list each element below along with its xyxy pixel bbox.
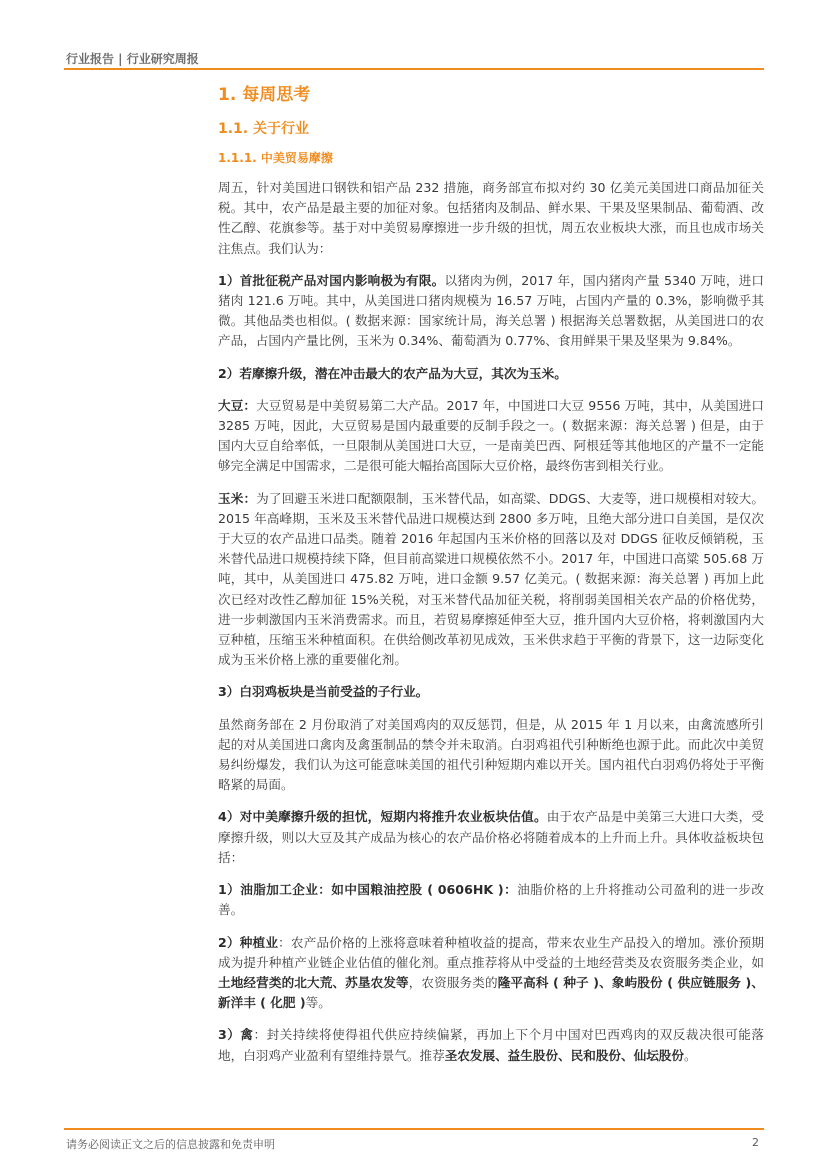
chicken-text: 虽然商务部在 2 月份取消了对美国鸡肉的双反惩罚，但是，从 2015 年 1 月以来，由禽流感所引起的对从美国进口禽肉及禽蛋制品的禁令并未取消。白羽鸡祖代引种断绝也源于此。而此次中美贸易纠纷爆发，我们认为这可能意味美国的祖代引种短期内难以开关。国内祖代白羽鸡仍将处于平衡略紧的局面。 <box>218 716 764 793</box>
header-divider <box>64 68 764 70</box>
planting-agri-service-companies: 隆平高科 ( 种子 )、象屿股份 ( 供应链服务 )、新洋丰 ( 化肥 ) <box>218 974 764 1011</box>
section-heading-2: 1.1. 关于行业 <box>218 121 309 137</box>
paragraph-oil-processing <box>218 880 764 920</box>
paragraph-poultry <box>218 1025 764 1065</box>
paragraph-planting <box>218 933 764 1014</box>
poultry-heading: 3）禽 <box>218 1027 254 1043</box>
oil-processing-text: 油脂价格的上升将推动公司盈利的进一步改善。 <box>218 882 765 918</box>
corn-text: 为了回避玉米进口配额限制，玉米替代品，如高粱、DDGS、大麦等，进口规模相对较大。2015 年高峰期，玉米及玉米替代品进口规模达到 2800 多万吨，且绝大部分进口自美国，是仅次于大豆的农产品进口品类。随着 2016 年起国内玉米价格的回落以及对 DDGS 征收反倾销税，玉米替代品进口规模持续下降，但目前高粱进口规模依然不小。2017 年，中国进口高粱 505.68 万吨，其中，从美国进口 475.82 万吨，进口金额 9.57 亿美元。( 数据来源：海关总署 ) 再加上此次已经对改性乙醇加征 15%关税，对玉米替代品加征关税，将削弱美国相关农产品的价格优势，进一步刺激国内玉米消费需求。而且，若贸易摩擦延伸至大豆，推升国内大豆价格，将刺激国内大豆种植，压缩玉米种植面积。在供给侧改革初见成效，玉米供求趋于平衡的背景下，这一边际变化成为玉米价格上涨的重要催化剂。 <box>218 490 765 668</box>
soybean-label: 大豆： <box>218 397 257 413</box>
point-2-heading: 2）若摩擦升级，潜在冲击最大的农产品为大豆，其次为玉米。 <box>218 365 567 381</box>
paragraph-point-1 <box>218 271 764 352</box>
report-header: 行业报告 | 行业研究周报 <box>66 52 199 66</box>
paragraph-point-2 <box>218 364 764 384</box>
article-body <box>218 178 764 1078</box>
planting-text-2: ，农资服务类的 <box>408 974 498 990</box>
page-number: 2 <box>752 1136 759 1149</box>
paragraph-intro-text: 周五，针对美国进口钢铁和铝产品 232 措施，商务部宣布拟对约 30 亿美元美国进口商品加征关税。其中，农产品是最主要的加征对象。包括猪肉及制品、鲜水果、干果及坚果制品、葡萄酒、改性乙醇、花旗参等。基于对中美贸易摩擦进一步升级的担忧，周五农业板块大涨，而且也成市场关注焦点。我们认为： <box>218 180 764 256</box>
point-3-heading: 3）白羽鸡板块是当前受益的子行业。 <box>218 684 429 700</box>
poultry-recommended-companies: 圣农发展、益生股份、民和股份、仙坛股份 <box>444 1047 684 1063</box>
paragraph-white-feather-chicken <box>218 715 764 796</box>
poultry-text-end: 。 <box>683 1047 697 1063</box>
paragraph-point-3 <box>218 682 764 702</box>
disclaimer-notice: 请务必阅读正文之后的信息披露和免责申明 <box>66 1138 275 1151</box>
paragraph-point-4 <box>218 807 764 868</box>
soybean-text: 大豆贸易是中美贸易第二大产品。2017 年，中国进口大豆 9556 万吨，其中，从美国进口 3285 万吨，因此，大豆贸易是国内最重要的反制手段之一。( 数据来源：海关总署 ) 但是，由于国内大豆自给率低，一旦限制从美国进口大豆，一是南美巴西、阿根廷等其他地区的产量不一定能够完全满足中国需求，二是很可能大幅抬高国际大豆价格，最终伤害到相关行业。 <box>218 397 764 474</box>
paragraph-intro <box>218 178 764 259</box>
point-1-text: 以猪肉为例，2017 年，国内猪肉产量 5340 万吨，进口猪肉 121.6 万吨。其中，从美国进口猪肉规模为 16.57 万吨，占国内产量的 0.3%，影响微乎其微。其他品类也相似。( 数据来源：国家统计局，海关总署 ) 根据海关总署数据，从美国进口的农产品，占国内产量比例，玉米为 0.34%、葡萄酒为 0.77%、食用鲜果干果及坚果为 9.84%。 <box>218 272 764 349</box>
planting-text-3: 等。 <box>305 995 331 1011</box>
footer-divider <box>64 1128 764 1130</box>
point-1-heading: 1）首批征税产品对国内影响极为有限。 <box>218 272 445 288</box>
paragraph-corn <box>218 489 764 671</box>
planting-heading: 2）种植业 <box>218 934 279 950</box>
section-heading-3: 1.1.1. 中美贸易摩擦 <box>218 151 333 165</box>
planting-land-companies: 土地经营类的北大荒、苏垦农发等 <box>218 974 409 990</box>
planting-text: ：农产品价格的上涨将意味着种植收益的提高，带来农业生产品投入的增加。涨价预期成为提升种植产业链企业估值的催化剂。重点推荐将从中受益的土地经营类及农资服务类企业，如 <box>218 934 765 970</box>
point-4-heading: 4）对中美摩擦升级的担忧，短期内将推升农业板块估值。 <box>218 809 547 825</box>
point-4-text: 由于农产品是中美第三大进口大类，受摩擦升级，则以大豆及其产成品为核心的农产品价格必将随着成本的上升而上升。具体收益板块包括： <box>218 809 765 865</box>
poultry-text: ：封关持续将使得祖代供应持续偏紧，再加上下个月中国对巴西鸡肉的双反裁决很可能落地，白羽鸡产业盈利有望维持景气。推荐 <box>218 1027 765 1063</box>
corn-label: 玉米： <box>218 490 257 506</box>
oil-processing-heading: 1）油脂加工企业：如中国粮油控股 ( 0606HK )： <box>218 882 518 898</box>
paragraph-soybean <box>218 396 764 477</box>
section-heading-1: 1. 每周思考 <box>218 85 311 105</box>
